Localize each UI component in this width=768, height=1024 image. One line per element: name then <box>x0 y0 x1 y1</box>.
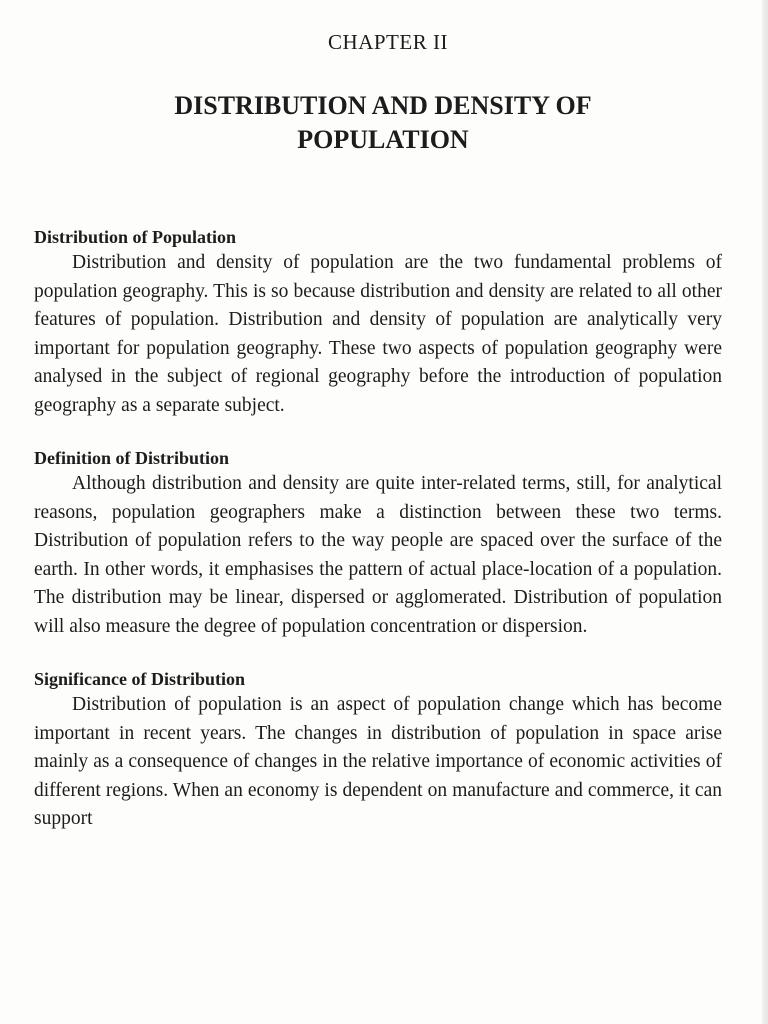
section-heading: Distribution of Population <box>34 227 237 247</box>
section-distribution-of-population <box>34 225 722 420</box>
section-significance-of-distribution <box>34 667 722 834</box>
section-definition-of-distribution <box>34 446 722 641</box>
chapter-label: CHAPTER II <box>328 30 448 54</box>
chapter-title-line-2: POPULATION <box>297 125 469 154</box>
page-edge-shadow <box>762 0 768 1024</box>
section-heading: Definition of Distribution <box>34 448 230 468</box>
section-heading: Significance of Distribution <box>34 669 246 689</box>
section-paragraph: Although distribution and density are quite inter-related terms, still, for analytical reasons, population geographers make a distinction between these two terms. Distribution of population refers to the way people are spaced over the surface of the earth. In other words, it emphasises the pattern of actual place-location of a population. The distribution may be linear, dispersed or agglomerated. Distribution of population will also measure the degree of population concentration or dispersion. <box>34 473 722 637</box>
chapter-title-line-1: DISTRIBUTION AND DENSITY OF <box>174 91 592 120</box>
section-paragraph: Distribution and density of population are the two fundamental problems of population geography. This is so because distribution and density are related to all other features of population. Distribution and density of population are analytically very important for population geography. These two aspects of population geography were analysed in the subject of regional geography before the introduction of population geography as a separate subject. <box>34 252 722 416</box>
chapter-title <box>34 89 722 157</box>
section-paragraph: Distribution of population is an aspect of population change which has become important in recent years. The changes in distribution of population in space arise mainly as a consequence of changes in the relative importance of economic activities of different regions. When an economy is dependent on manufacture and commerce, it can support <box>34 694 722 829</box>
